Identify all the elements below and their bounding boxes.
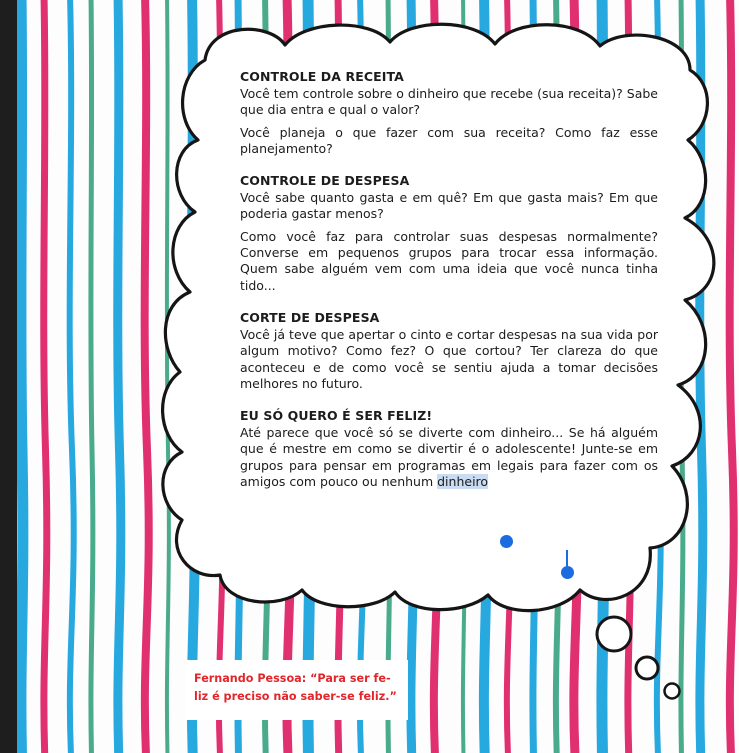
section-title-controle-despesa: CONTROLE DE DESPESA bbox=[240, 173, 410, 189]
thought-bubble-small bbox=[665, 684, 680, 699]
section-paragraph: Você já teve que apertar o cinto e cortar despesas na sua vida por algum motivo? Como fez? O que cortou? Ter clareza do que aconteceu e de como você se sentiu ajuda a tomar decisões melhores no futuro. bbox=[240, 326, 658, 391]
section-title-ser-feliz: EU SÓ QUERO É SER FELIZ! bbox=[240, 408, 433, 424]
thought-bubble-medium bbox=[636, 657, 658, 679]
section-paragraph: Você planeja o que fazer com sua receita? Como faz esse planejamento? bbox=[240, 124, 658, 156]
selected-text[interactable]: dinheiro bbox=[437, 474, 489, 490]
quote-line-2: liz é preciso não saber-se feliz.” bbox=[194, 690, 397, 703]
section-title-controle-receita: CONTROLE DA RECEITA bbox=[240, 69, 404, 84]
section-paragraph: Você sabe quanto gasta e em quê? Em que gasta mais? Em que poderia gastar menos? bbox=[240, 190, 658, 222]
thought-bubble-large bbox=[597, 617, 631, 651]
selection-end-handle[interactable] bbox=[561, 566, 574, 579]
quote bbox=[194, 670, 399, 706]
section-paragraph: Como você faz para controlar suas despesas normalmente? Converse em pequenos grupos para trocar essa informação. Quem sabe alguém vem com uma ideia que você nunca tinha tido... bbox=[240, 228, 658, 293]
paragraph-text: Até parece que você só se diverte com dinheiro... Se há alguém que é mestre em como se divertir é o adolescente! Junte-se em grupos para pensar em programas em legais para fazer com os amigos com pouco ou nenhum bbox=[240, 425, 658, 490]
quote-line-1: Fernando Pessoa: “Para ser fe- bbox=[194, 672, 391, 685]
cloud-text bbox=[240, 68, 658, 490]
selection-start-handle[interactable] bbox=[500, 535, 513, 548]
selection-end-caret bbox=[566, 550, 568, 566]
section-paragraph-selected bbox=[240, 425, 658, 490]
section-title-corte-despesa: CORTE DE DESPESA bbox=[240, 309, 380, 325]
section-paragraph: Você tem controle sobre o dinheiro que recebe (sua receita)? Sabe que dia entra e qual o valor? bbox=[240, 86, 658, 118]
